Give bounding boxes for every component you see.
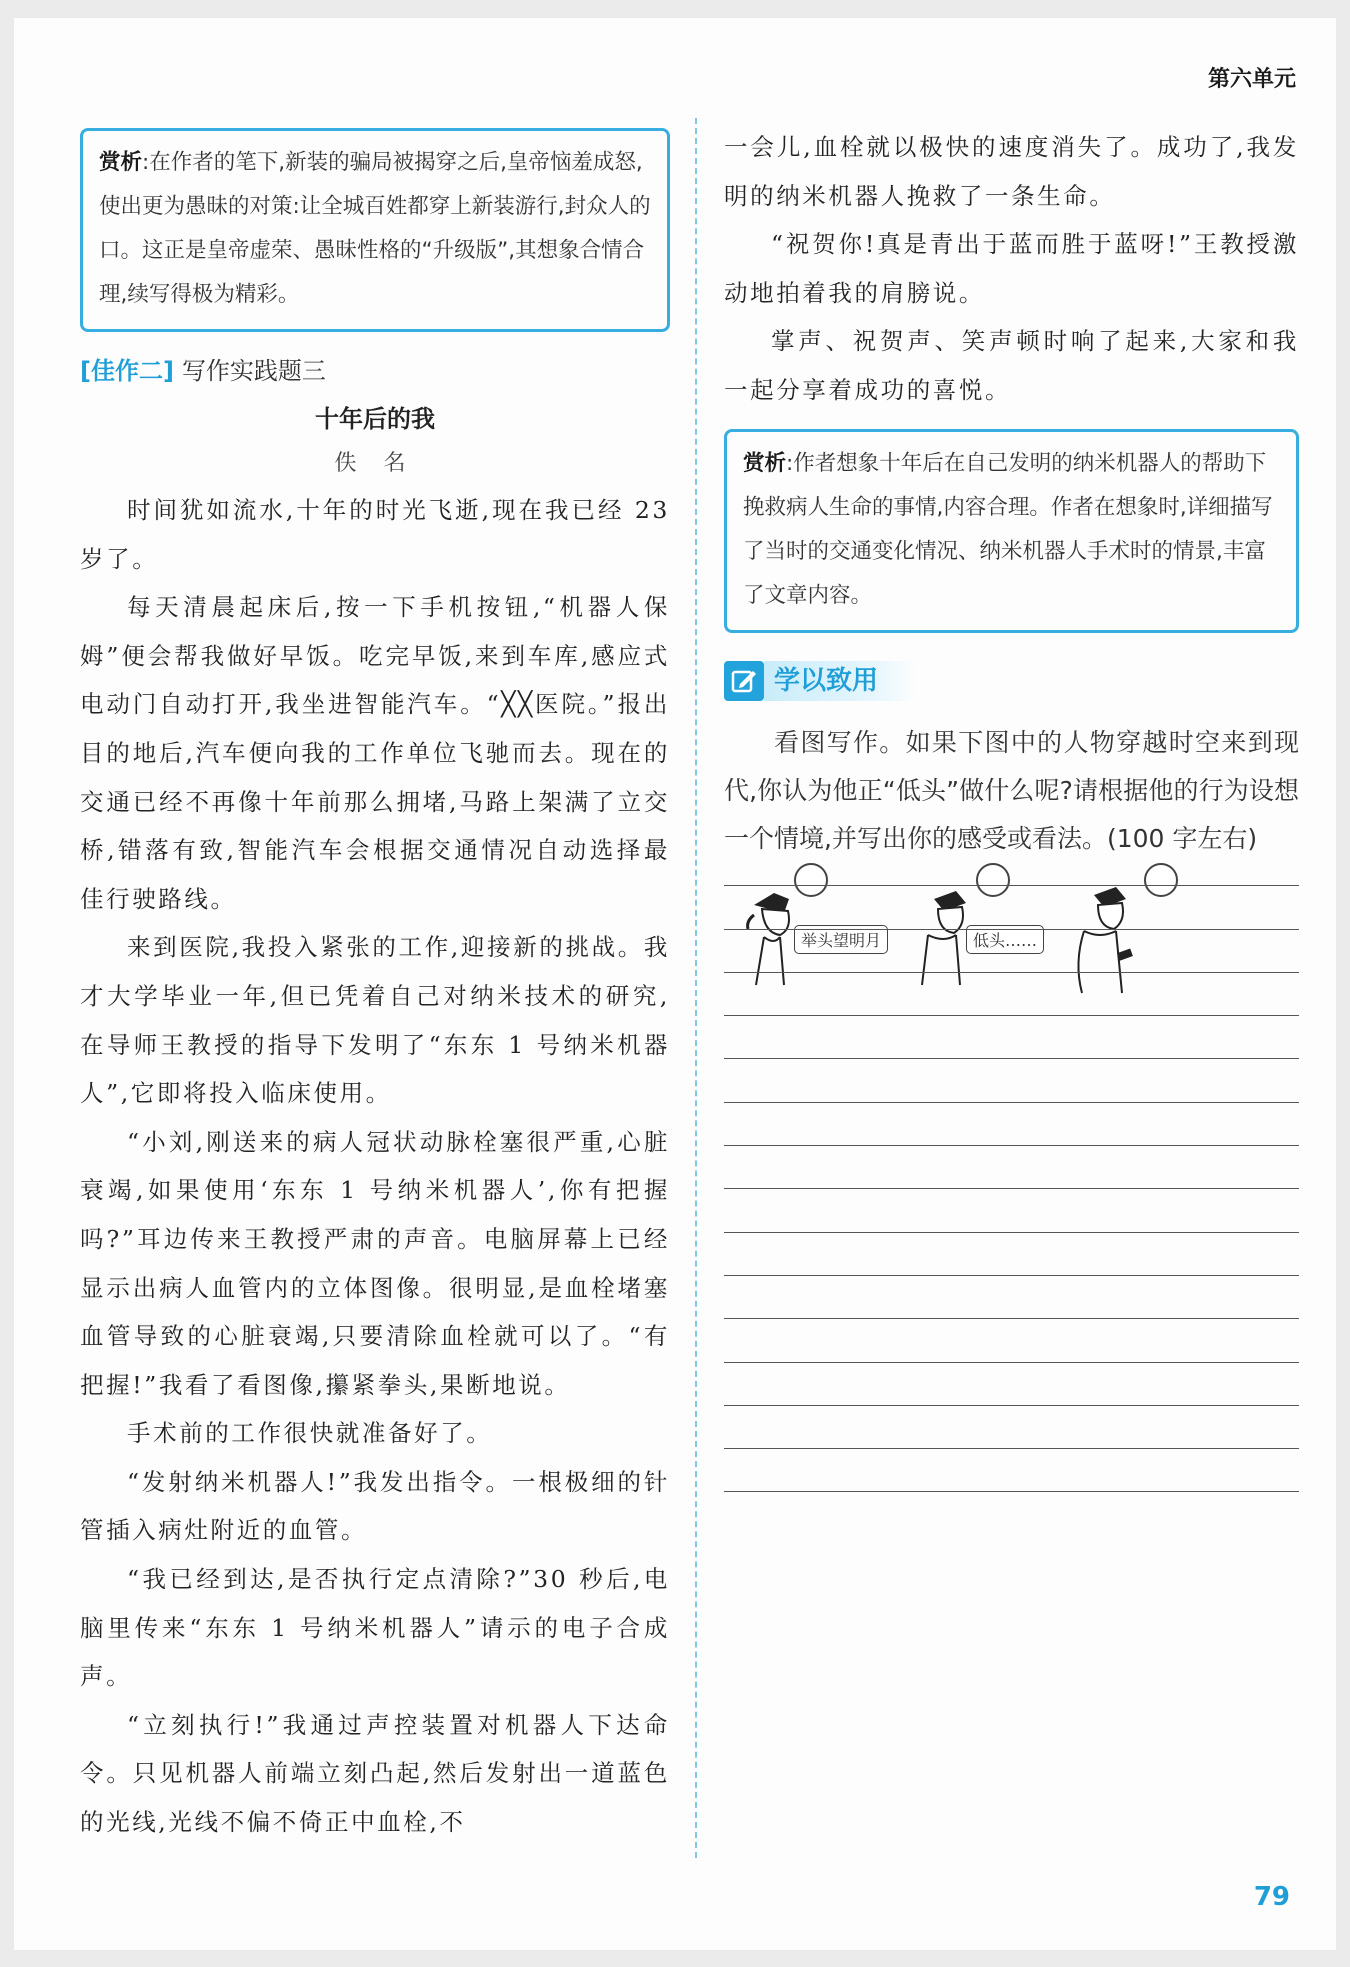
writing-line: [724, 1233, 1299, 1276]
essay-paragraph: 来到医院,我投入紧张的工作,迎接新的挑战。我才大学毕业一年,但已凭着自己对纳米技术的研究,在导师王教授的指导下发明了“东东 1 号纳米机器人”,它即将投入临床使用。: [80, 933, 670, 1108]
example-topic: 写作实践题三: [181, 357, 326, 385]
writing-line: [724, 930, 1299, 973]
writing-prompt: [724, 719, 1299, 863]
essay-paragraph: 时间犹如流水,十年的时光飞逝,现在我已经 23 岁了。: [80, 496, 670, 573]
appreciation-label: 赏析: [743, 450, 787, 476]
essay-body: [80, 486, 670, 1847]
section-heading: [724, 657, 1299, 705]
writing-area[interactable]: [724, 843, 1299, 1492]
essay-paragraph: 手术前的工作很快就准备好了。: [127, 1419, 493, 1448]
essay-paragraph: 每天清晨起床后,按一下手机按钮,“机器人保姆”便会帮我做好早饭。吃完早饭,来到车库,感应式电动门自动打开,我坐进智能汽车。“╳╳医院。”报出目的地后,汽车便向我的工作单位飞驰而去。现在的交通已经不再像十年前那么拥堵,马路上架满了立交桥,错落有致,智能汽车会根据交通情况自动选择最佳行驶路线。: [80, 593, 670, 913]
appreciation-box: [80, 128, 670, 332]
writing-line: [724, 1406, 1299, 1449]
essay-paragraph: 一会儿,血栓就以极快的速度消失了。成功了,我发明的纳米机器人挽救了一条生命。: [724, 133, 1299, 210]
writing-line: [724, 886, 1299, 929]
unit-header: 第六单元: [1207, 67, 1296, 92]
speech-bubble: 举头望明月: [794, 925, 888, 954]
right-column: [724, 123, 1299, 1005]
essay-paragraph: “发射纳米机器人!”我发出指令。一根极细的针管插入病灶附近的血管。: [80, 1467, 670, 1545]
appreciation-text: :在作者的笔下,新装的骗局被揭穿之后,皇帝恼羞成怒,使出更为愚昧的对策:让全城百姓都穿上新装游行,封众人的口。这正是皇帝虚荣、愚昧性格的“升级版”,其想象合情合理,续写得极为精彩。: [99, 150, 651, 307]
writing-line: [724, 973, 1299, 1016]
writing-line: [724, 1059, 1299, 1102]
example-heading: [80, 346, 670, 396]
page-number: 79: [1253, 1882, 1290, 1912]
speech-bubble: 低头……: [966, 925, 1044, 954]
essay-continuation: [724, 123, 1299, 415]
prompt-text: 看图写作。如果下图中的人物穿越时空来到现代,你认为他正“低头”做什么呢?请根据他的行为设想一个情境,并写出你的感受或看法。(100 字左右): [724, 727, 1299, 853]
column-divider: [695, 118, 697, 1858]
essay-paragraph: 掌声、祝贺声、笑声顿时响了起来,大家和我一起分享着成功的喜悦。: [724, 327, 1299, 404]
writing-line: [724, 1276, 1299, 1319]
example-tag: [佳作二]: [80, 357, 174, 385]
writing-line: [724, 1016, 1299, 1059]
write-practice-icon: [724, 661, 764, 701]
page: [14, 18, 1336, 1950]
essay-author: 佚 名: [334, 451, 416, 476]
essay-paragraph: “立刻执行!”我通过声控装置对机器人下达命令。只见机器人前端立刻凸起,然后发射出一道蓝色的光线,光线不偏不倚正中血栓,不: [80, 1710, 670, 1837]
left-column: [80, 128, 670, 1847]
appreciation-label: 赏析: [99, 150, 143, 175]
essay-title: 十年后的我: [315, 405, 435, 433]
essay-paragraph: “小刘,刚送来的病人冠状动脉栓塞很严重,心脏衰竭,如果使用‘东东 1 号纳米机器人’,你有把握吗?”耳边传来王教授严肃的声音。电脑屏幕上已经显示出病人血管内的立体图像。很明显,是血栓堵塞血管导致的心脏衰竭,只要清除血栓就可以了。“有把握!”我看了看图像,攥紧拳头,果断地说。: [80, 1127, 670, 1399]
appreciation-text: :作者想象十年后在自己发明的纳米机器人的帮助下挽救病人生命的事情,内容合理。作者在想象时,详细描写了当时的交通变化情况、纳米机器人手术时的情景,丰富了文章内容。: [743, 450, 1273, 608]
writing-line: [724, 1146, 1299, 1189]
essay-paragraph: “祝贺你!真是青出于蓝而胜于蓝呀!”王教授激动地拍着我的肩膀说。: [724, 230, 1299, 307]
essay-paragraph: “我已经到达,是否执行定点清除?”30 秒后,电脑里传来“东东 1 号纳米机器人”请示的电子合成声。: [80, 1565, 670, 1691]
writing-line: [724, 1449, 1299, 1492]
writing-line: [724, 1363, 1299, 1406]
writing-line: [724, 843, 1299, 886]
writing-line: [724, 1103, 1299, 1146]
section-title: 学以致用: [764, 661, 918, 701]
writing-line: [724, 1189, 1299, 1232]
writing-line: [724, 1319, 1299, 1362]
appreciation-box: [724, 429, 1299, 633]
